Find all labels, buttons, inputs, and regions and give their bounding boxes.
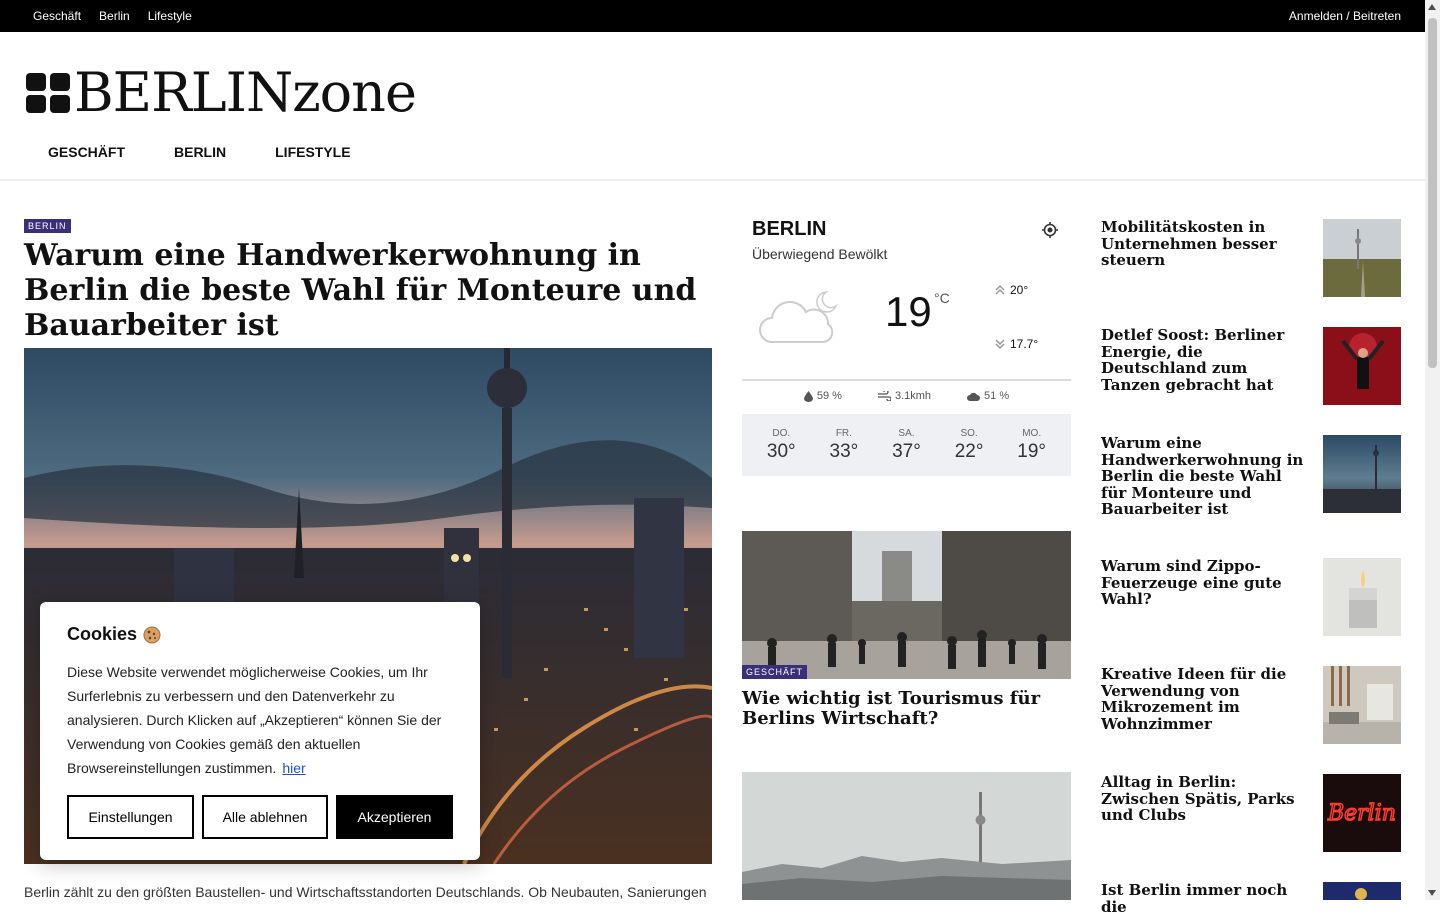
cookie-more-link[interactable]: hier: [282, 760, 306, 776]
chevron-down-icon: [994, 338, 1006, 350]
sidebar-item-thumb[interactable]: [1323, 435, 1401, 513]
cloud-moon-icon: [754, 288, 844, 353]
top-bar: [0, 0, 1425, 32]
cookie-accept-button[interactable]: Akzeptieren: [336, 795, 453, 839]
logo-text-light: zone: [292, 61, 416, 124]
sidebar-item-thumb[interactable]: [1323, 882, 1401, 900]
forecast-day-label: MO.: [1022, 428, 1042, 439]
droplet-icon: [804, 391, 813, 402]
site-logo[interactable]: [26, 62, 416, 124]
weather-high-value: 20°: [1010, 283, 1029, 297]
sidebar-item[interactable]: [1101, 774, 1401, 852]
chevron-up-icon: [994, 284, 1006, 296]
sidebar-item[interactable]: [1101, 435, 1401, 518]
forecast-day-temp: 19°: [1017, 441, 1047, 462]
forecast-day-label: SA.: [898, 428, 915, 439]
sidebar-item-title[interactable]: Ist Berlin immer noch die: [1101, 881, 1288, 916]
sidebar-item-title[interactable]: Warum eine Handwerkerwohnung in Berlin die beste Wahl für Monteure und Bauarbeiter ist: [1101, 434, 1304, 518]
clouds-value: 51 %: [984, 390, 1010, 402]
wind-stat: [878, 390, 931, 402]
nav-item-berlin[interactable]: BERLIN: [174, 144, 227, 160]
weather-unit: °C: [934, 290, 950, 306]
sidebar-item[interactable]: [1101, 882, 1401, 915]
forecast-day-temp: 37°: [892, 441, 921, 462]
forecast-day: [955, 414, 984, 476]
sidebar-item-title[interactable]: Warum sind Zippo-Feuerzeuge eine gute Wahl?: [1101, 557, 1282, 608]
main-nav: [48, 144, 351, 160]
weather-description: Überwiegend Bewölkt: [752, 246, 888, 262]
top-link-lifestyle[interactable]: Lifestyle: [147, 9, 192, 23]
logo-text: [74, 62, 416, 124]
cookie-reject-button[interactable]: Alle ablehnen: [202, 795, 328, 839]
wind-value: 3.1kmh: [894, 390, 932, 402]
sidebar-item-thumb[interactable]: [1323, 666, 1401, 744]
forecast-day: [892, 414, 921, 476]
scroll-down-icon[interactable]: [1428, 890, 1436, 896]
wind-icon: [878, 391, 891, 401]
page-scrollbar[interactable]: [1425, 0, 1440, 900]
forecast-day-label: FR.: [835, 428, 852, 439]
forecast-day: [767, 414, 796, 476]
nav-item-geschaeft[interactable]: GESCHÄFT: [48, 144, 125, 160]
humidity-value: 59 %: [816, 390, 842, 402]
nav-item-lifestyle[interactable]: LIFESTYLE: [275, 144, 351, 160]
sidebar-item-title[interactable]: Mobilitätskosten in Unternehmen besser steuern: [1101, 218, 1277, 269]
forecast-day: [1017, 414, 1046, 476]
login-link[interactable]: Anmelden / Beitreten: [1288, 9, 1401, 23]
forecast-day-temp: 22°: [954, 441, 984, 462]
forecast-day-temp: 33°: [829, 441, 859, 462]
forecast-day: [830, 414, 859, 476]
mid-article-card[interactable]: [742, 531, 1071, 729]
weather-city: BERLIN: [752, 218, 827, 240]
cookie-dialog: [40, 602, 480, 860]
top-link-berlin[interactable]: Berlin: [99, 9, 130, 23]
top-link-geschaeft[interactable]: Geschäft: [33, 9, 82, 23]
forecast-day-temp: 30°: [766, 441, 796, 462]
weather-stats: [742, 390, 1071, 402]
header-divider: [0, 179, 1425, 181]
top-links: [33, 9, 192, 23]
weather-low: [994, 337, 1038, 351]
location-icon[interactable]: [1041, 221, 1059, 244]
sidebar-item-thumb[interactable]: [1323, 774, 1401, 852]
cloud-icon: [967, 392, 980, 401]
weather-high: [994, 283, 1028, 297]
cookie-title: [67, 624, 161, 645]
logo-text-bold: BERLIN: [74, 61, 293, 124]
sidebar-item-title[interactable]: Detlef Soost: Berliner Energie, die Deutschland zum Tanzen gebracht hat: [1101, 326, 1285, 394]
sidebar-item[interactable]: [1101, 219, 1401, 297]
scrollbar-thumb[interactable]: [1428, 18, 1437, 368]
lead-category-badge[interactable]: BERLIN: [24, 219, 71, 233]
forecast-day-label: SO.: [960, 428, 978, 439]
svg-text:Berlin: Berlin: [1328, 801, 1396, 826]
lead-article-title[interactable]: Warum eine Handwerkerwohnung in Berlin die beste Wahl für Monteure und Bauarbeiter ist: [24, 238, 697, 343]
sidebar-item-title[interactable]: Kreative Ideen für die Verwendung von Mikrozement im Wohnzimmer: [1101, 665, 1287, 733]
weather-separator: [742, 379, 1071, 381]
sidebar-item-thumb[interactable]: [1323, 219, 1401, 297]
cookie-text: [67, 660, 462, 780]
scroll-up-icon[interactable]: [1428, 4, 1436, 10]
sidebar-item[interactable]: [1101, 666, 1401, 744]
clouds-stat: [967, 390, 1009, 402]
humidity-stat: [804, 390, 842, 402]
cookie-buttons: [67, 795, 453, 839]
sidebar-item-thumb[interactable]: [1323, 558, 1401, 636]
weather-temperature: 19: [885, 288, 932, 335]
weather-forecast: [742, 414, 1071, 476]
cookie-text-content: Diese Website verwendet möglicherweise Cookies, um Ihr Surferlebnis zu verbessern und den Datenverkehr zu analysieren. Durch Klicken auf „Akzeptieren“ können Sie der Verwendung von Cookies gemäß den aktuellen Browsereinstellungen zustimmen.: [67, 664, 442, 776]
sidebar-item[interactable]: [1101, 327, 1401, 405]
lead-article-excerpt: Berlin zählt zu den größten Baustellen- und Wirtschaftsstandorten Deutschlands. Ob Neubauten, Sanierungen: [24, 884, 707, 900]
sidebar-item-thumb[interactable]: [1323, 327, 1401, 405]
mid-category-badge[interactable]: GESCHÄFT: [742, 665, 807, 679]
mid-article-title[interactable]: Wie wichtig ist Tourismus für Berlins Wirtschaft?: [742, 688, 1041, 729]
logo-grid-icon: [26, 73, 70, 113]
sidebar-item[interactable]: [1101, 558, 1401, 636]
cookie-title-text: Cookies: [67, 624, 138, 644]
sidebar-item-title[interactable]: Alltag in Berlin: Zwischen Spätis, Parks und Clubs: [1101, 773, 1295, 824]
forecast-day-label: DO.: [772, 428, 791, 439]
cookie-icon: [143, 626, 161, 644]
cookie-settings-button[interactable]: Einstellungen: [67, 795, 194, 839]
mid-article-image[interactable]: [742, 531, 1071, 679]
mid-article-image-2[interactable]: [742, 772, 1071, 900]
weather-low-value: 17.7°: [1010, 337, 1039, 351]
